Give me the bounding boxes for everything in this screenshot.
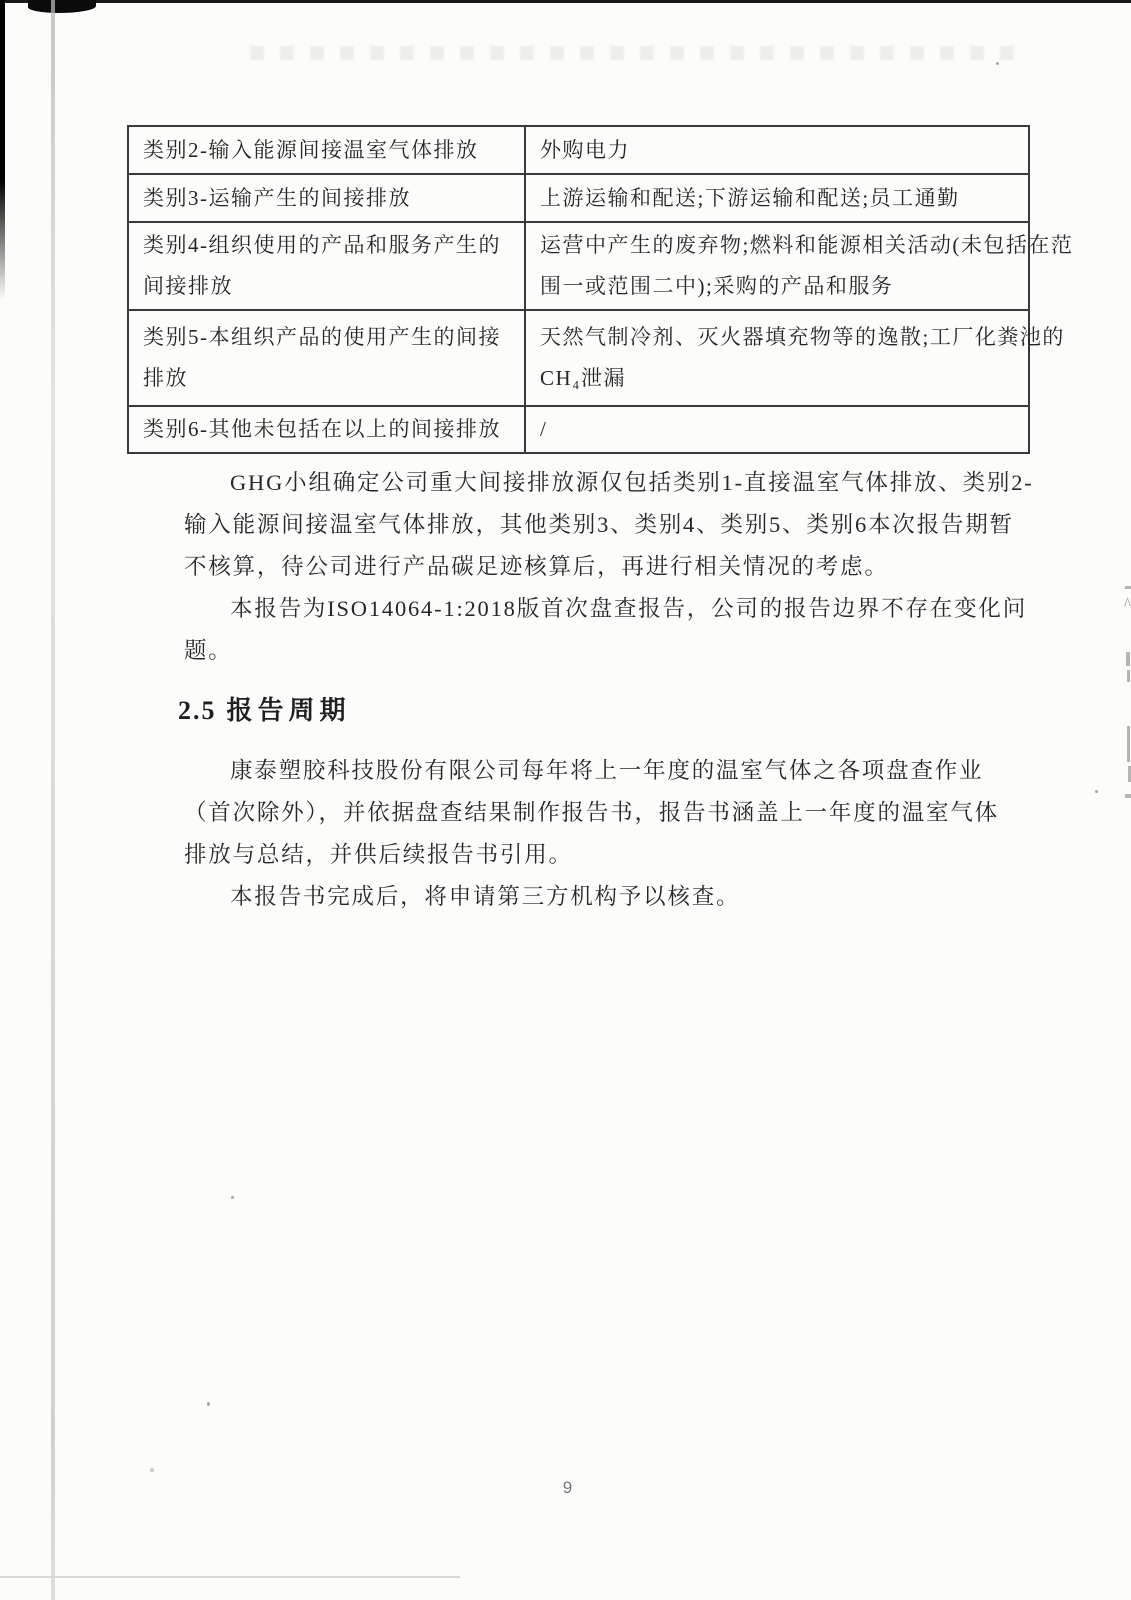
cell-text-line: 类别2-输入能源间接温室气体排放: [143, 137, 479, 162]
source-cell: [525, 222, 1074, 310]
scan-text-fragment: [1125, 586, 1131, 589]
cell-text-line: 运营中产生的废弃物;燃料和能源相关活动(未包括在范: [540, 233, 1074, 257]
scan-speck: [150, 1468, 154, 1472]
section-heading: [178, 690, 351, 727]
scan-text-fragment: [1125, 794, 1131, 798]
paragraph: [184, 462, 1034, 588]
text-line: （首次除外），并依据盘查结果制作报告书，报告书涵盖上一年度的温室气体: [184, 800, 999, 825]
cell-text-line: 类别6-其他未包括在以上的间接排放: [143, 417, 501, 441]
text-line: 本报告书完成后，将申请第三方机构予以核查。: [230, 884, 741, 909]
scan-text-fragment: [1124, 597, 1131, 606]
paragraph: [184, 750, 999, 876]
text-line: 不核算，待公司进行产品碳足迹核算后，再进行相关情况的考虑。: [184, 554, 889, 579]
scan-text-fragment: [1127, 726, 1130, 762]
scan-edge-artifact: [0, 1576, 460, 1578]
table-row: [128, 310, 1029, 406]
table-row: [128, 406, 1029, 453]
text-line: 排放与总结，并供后续报告书引用。: [184, 842, 573, 867]
cell-text-line: CH₄泄漏: [540, 366, 626, 390]
body-paragraphs: [184, 462, 1034, 672]
cell-text-line: 排放: [143, 366, 188, 390]
scan-speck: [231, 1196, 234, 1199]
cell-text-line: 类别4-组织使用的产品和服务产生的: [143, 233, 501, 257]
scan-corner-artifact: [28, 0, 96, 13]
scan-speck: [1095, 790, 1098, 793]
cell-text-line: 天然气制冷剂、灭火器填充物等的逸散;工厂化粪池的: [540, 325, 1065, 349]
source-cell: [525, 174, 1029, 222]
text-line: 康泰塑胶科技股份有限公司每年将上一年度的温室气体之各项盘查作业: [230, 758, 984, 783]
cell-text-line: 外购电力: [540, 137, 630, 162]
section-title: 报告周期: [226, 696, 351, 725]
category-cell: [128, 126, 525, 174]
paragraph: [184, 876, 996, 918]
paragraph: [184, 588, 1027, 672]
text-line: 输入能源间接温室气体排放，其他类别3、类别4、类别5、类别6本次报告期暂: [184, 512, 1014, 537]
category-cell: [128, 310, 525, 406]
page-number: 9: [562, 1478, 574, 1497]
scan-edge-artifact: [0, 0, 1131, 3]
category-cell: [128, 174, 525, 222]
category-cell: [128, 222, 525, 310]
cell-text-line: 类别5-本组织产品的使用产生的间接: [143, 325, 501, 349]
table-row: [128, 222, 1029, 310]
scan-speck: [207, 1402, 210, 1406]
ink-bleed-artifact: [250, 46, 1030, 60]
category-cell: [128, 406, 525, 453]
table-row: [128, 126, 1029, 174]
source-cell: [525, 310, 1065, 406]
page-fold-crease: [51, 0, 55, 1600]
text-line: 题。: [184, 638, 233, 663]
table-row: [128, 174, 1029, 222]
section-number: 2.5: [178, 696, 217, 725]
cell-text-line: /: [540, 417, 548, 441]
cell-text-line: 上游运输和配送;下游运输和配送;员工通勤: [540, 185, 960, 210]
text-line: GHG小组确定公司重大间接排放源仅包括类别1-直接温室气体排放、类别2-: [230, 470, 1034, 495]
text-line: 本报告为ISO14064-1:2018版首次盘查报告，公司的报告边界不存在变化问: [230, 596, 1027, 621]
emission-table-body: [128, 126, 1074, 453]
emission-categories-table: [127, 125, 1074, 454]
section-paragraphs: [184, 750, 999, 918]
cell-text-line: 围一或范围二中);采购的产品和服务: [540, 274, 894, 298]
cell-text-line: 类别3-运输产生的间接排放: [143, 185, 411, 210]
source-cell: [525, 406, 1029, 453]
source-cell: [525, 126, 1029, 174]
scan-text-fragment: [1126, 652, 1130, 666]
cell-text-line: 间接排放: [143, 274, 233, 298]
scan-text-fragment: [1127, 670, 1130, 682]
scan-edge-artifact: [0, 0, 5, 300]
scan-speck: [996, 62, 999, 65]
